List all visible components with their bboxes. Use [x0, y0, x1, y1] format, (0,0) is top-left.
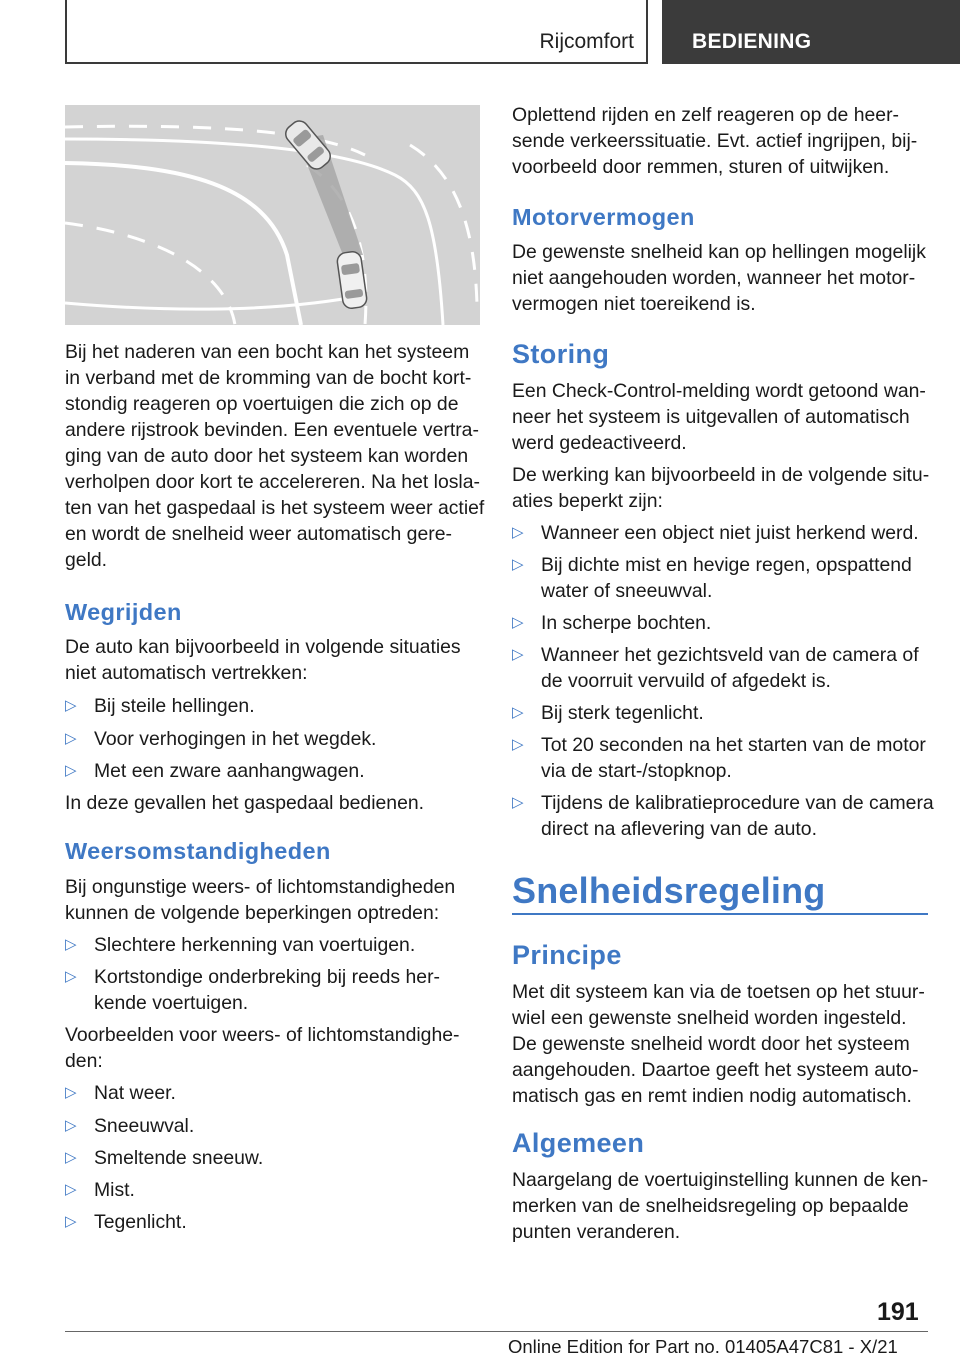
list-item-text: direct na aflevering van de auto. — [541, 818, 817, 840]
bullet-icon: ▷ — [65, 1181, 77, 1198]
bullet-icon: ▷ — [512, 736, 524, 753]
list-item-text: Tot 20 seconden na het starten van de motor — [541, 734, 926, 756]
principe-text: matisch gas en remt indien nodig automatisch. — [512, 1085, 912, 1107]
list-item-text: kende voertuigen. — [94, 992, 249, 1014]
wegrijden-after: In deze gevallen het gaspedaal bedienen. — [65, 792, 425, 814]
intro-line: verholpen door kort te accelereren. Na het losla‐ — [65, 471, 480, 493]
list-item-text: de voorruit vervuild of afgedekt is. — [541, 670, 831, 692]
curve-detection-illustration — [65, 105, 480, 325]
right-intro-line: voorbeeld door remmen, sturen of uitwijken. — [512, 156, 890, 178]
bullet-icon: ▷ — [65, 697, 77, 714]
bullet-icon: ▷ — [512, 556, 524, 573]
principe-text: wiel een gewenste snelheid worden ingesteld. — [512, 1007, 907, 1029]
wegrijden-text: niet automatisch vertrekken: — [65, 662, 308, 684]
principe-text: De gewenste snelheid wordt door het systeem — [512, 1033, 910, 1055]
storing-text: werd gedeactiveerd. — [512, 432, 687, 454]
bullet-icon: ▷ — [512, 646, 524, 663]
heading-weersomstandigheden: Weersomstandigheden — [65, 838, 331, 864]
intro-line: en wordt de snelheid weer automatisch gere‐ — [65, 523, 452, 545]
weer-text: kunnen de volgende beperkingen optreden: — [65, 902, 440, 924]
intro-line: ging van de auto door het systeem kan worden — [65, 445, 469, 467]
list-item-text: Mist. — [94, 1179, 135, 1201]
illustration-background — [65, 105, 480, 325]
bullet-icon: ▷ — [512, 614, 524, 631]
list-item-text: Met een zware aanhangwagen. — [94, 760, 365, 782]
principe-text: Met dit systeem kan via de toetsen op het stuur‐ — [512, 981, 925, 1003]
heading-motorvermogen: Motorvermogen — [512, 204, 695, 230]
list-item-text: Tijdens de kalibratieprocedure van de camera — [541, 792, 934, 814]
list-item-text: In scherpe bochten. — [541, 612, 712, 634]
algemeen-text: merken van de snelheidsregeling op bepaalde — [512, 1195, 909, 1217]
list-item-text: Sneeuwval. — [94, 1115, 195, 1137]
header-section-box — [65, 0, 648, 64]
motor-text: De gewenste snelheid kan op hellingen mogelijk — [512, 241, 926, 263]
list-item-text: Voor verhogingen in het wegdek. — [94, 728, 377, 750]
weer-text: Bij ongunstige weers- of lichtomstandigheden — [65, 876, 456, 898]
footer-edition: Online Edition for Part no. 01405A47C81 - X/21 — [508, 1336, 898, 1357]
header-section-title: Rijcomfort — [539, 30, 634, 53]
intro-line: in verband met de kromming van de bocht kort‐ — [65, 367, 472, 389]
bullet-icon: ▷ — [65, 936, 77, 953]
bullet-icon: ▷ — [65, 730, 77, 747]
bullet-icon: ▷ — [65, 1149, 77, 1166]
storing-text2: aties beperkt zijn: — [512, 490, 663, 512]
bullet-icon: ▷ — [512, 704, 524, 721]
intro-line: stondig reageren op voertuigen die zich op de — [65, 393, 459, 415]
bullet-icon: ▷ — [512, 794, 524, 811]
right-intro-line: Oplettend rijden en zelf reageren op de heer‐ — [512, 104, 899, 126]
footer-rule — [65, 1331, 928, 1332]
heading-principe: Principe — [512, 940, 622, 970]
bullet-icon: ▷ — [65, 1117, 77, 1134]
list-item-text: Smeltende sneeuw. — [94, 1147, 264, 1169]
intro-line: geld. — [65, 549, 108, 571]
algemeen-text: Naargelang de voertuiginstelling kunnen de ken‐ — [512, 1169, 929, 1191]
heading-storing: Storing — [512, 339, 610, 369]
list-item-text: Bij sterk tegenlicht. — [541, 702, 704, 724]
weer-text2: Voorbeelden voor weers- of lichtomstandighe‐ — [65, 1024, 460, 1046]
intro-line: andere rijstrook bevinden. Een eventuele vertra‐ — [65, 419, 479, 441]
motor-text: niet aangehouden worden, wanneer het motor‐ — [512, 267, 916, 289]
storing-text2: De werking kan bijvoorbeeld in de volgende situ‐ — [512, 464, 930, 486]
bullet-icon: ▷ — [65, 1084, 77, 1101]
list-item-text: Bij steile hellingen. — [94, 695, 255, 717]
intro-line: Bij het naderen van een bocht kan het systeem — [65, 341, 470, 363]
chapter-title-rule — [512, 913, 928, 915]
list-item-text: Nat weer. — [94, 1082, 176, 1104]
list-item-text: Bij dichte mist en hevige regen, opspattend — [541, 554, 912, 576]
right-intro-line: sende verkeerssituatie. Evt. actief ingrijpen, bij‐ — [512, 130, 918, 152]
bullet-icon: ▷ — [512, 524, 524, 541]
heading-wegrijden: Wegrijden — [65, 599, 182, 625]
bullet-icon: ▷ — [65, 762, 77, 779]
bullet-icon: ▷ — [65, 968, 77, 985]
chapter-title-snelheidsregeling: Snelheidsregeling — [512, 870, 826, 911]
list-item-text: Tegenlicht. — [94, 1211, 187, 1233]
list-item-text: Slechtere herkenning van voertuigen. — [94, 934, 416, 956]
storing-text: Een Check-Control-melding wordt getoond wan‐ — [512, 380, 926, 402]
list-item-text: water of sneeuwval. — [541, 580, 713, 602]
wegrijden-text: De auto kan bijvoorbeeld in volgende situaties — [65, 636, 461, 658]
list-item-text: Wanneer het gezichtsveld van de camera of — [541, 644, 919, 666]
motor-text: vermogen niet toereikend is. — [512, 293, 756, 315]
header-chapter-title: BEDIENING — [692, 30, 812, 53]
principe-text: aangehouden. Daartoe geeft het systeem auto‐ — [512, 1059, 919, 1081]
weer-text2: den: — [65, 1050, 103, 1072]
algemeen-text: punten veranderen. — [512, 1221, 681, 1243]
header-chapter-tab — [662, 0, 960, 64]
page-number: 191 — [877, 1298, 919, 1326]
list-item-text: via de start-/stopknop. — [541, 760, 732, 782]
list-item-text: Kortstondige onderbreking bij reeds her‐ — [94, 966, 441, 988]
intro-line: ten van het gaspedaal is het systeem weer actief — [65, 497, 485, 519]
list-item-text: Wanneer een object niet juist herkend werd. — [541, 522, 919, 544]
storing-text: neer het systeem is uitgevallen of automatisch — [512, 406, 910, 428]
bullet-icon: ▷ — [65, 1213, 77, 1230]
heading-algemeen: Algemeen — [512, 1128, 645, 1158]
